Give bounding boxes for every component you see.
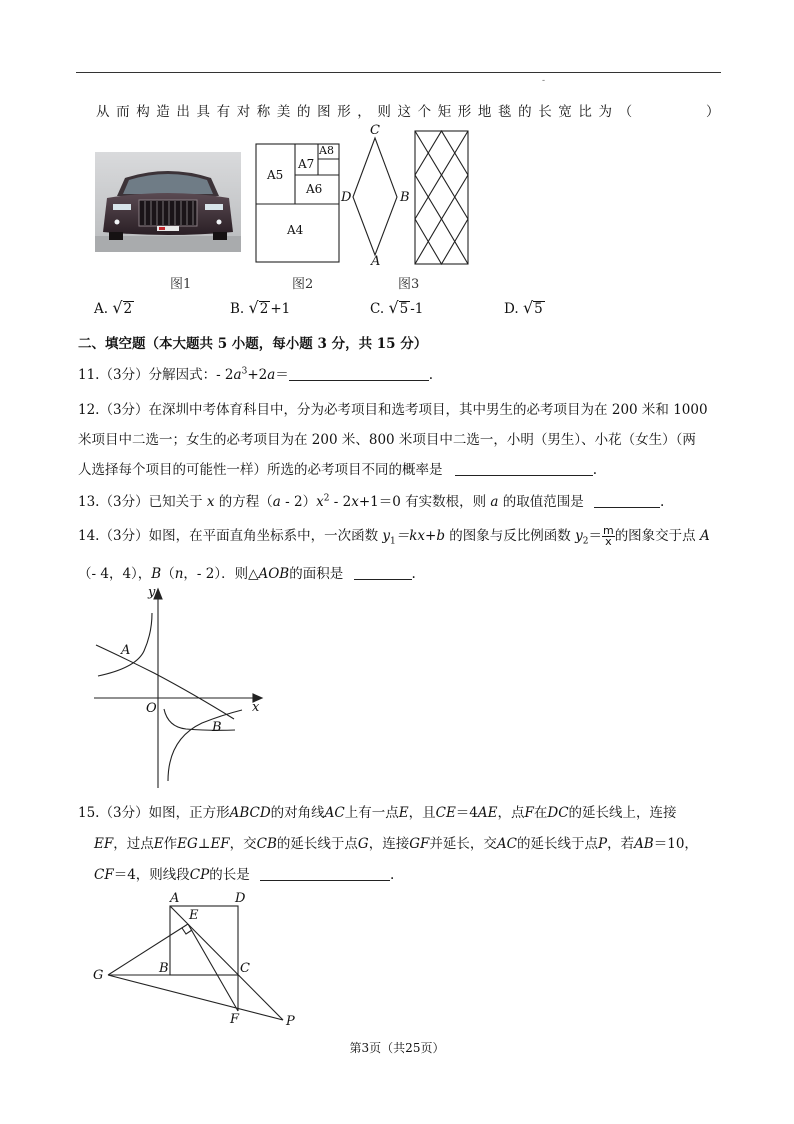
fig15-label-b: B <box>159 961 169 976</box>
figure-3-caption: 图3 <box>398 277 420 292</box>
fig3-label-c: C <box>370 123 380 138</box>
q15-answer-blank[interactable] <box>260 867 390 881</box>
figure-1-caption: 图1 <box>170 277 192 292</box>
fig15-label-p: P <box>286 1014 295 1029</box>
q10-close-paren: ） <box>706 104 720 120</box>
m-over-x-fraction: $\frac{m}{x}$ <box>602 524 614 548</box>
fig2-label-a5: A5 <box>267 168 284 182</box>
q14-answer-blank[interactable] <box>354 566 412 580</box>
figure-1-car-image <box>95 152 241 252</box>
graph-x-label: x <box>252 700 260 715</box>
fig2-label-a8: A8 <box>319 144 334 157</box>
graph-y-label: y <box>148 585 156 600</box>
question-12-line-3: 人选择每个项目的可能性一样）所选的必考项目不同的概率是 . <box>78 462 598 478</box>
header-rule <box>76 72 721 73</box>
fig15-label-c: C <box>240 961 250 976</box>
fig15-label-a: A <box>170 891 180 906</box>
fig2-label-a7: A7 <box>298 157 315 171</box>
graph-origin-label: O <box>146 701 157 716</box>
question-14-line-2: （- 4，4），B（n，- 2）．则△AOB的面积是 . <box>78 566 416 582</box>
figure-2-caption: 图2 <box>292 277 314 292</box>
q10-tail-line <box>96 100 639 120</box>
figure-2-rectangles <box>255 143 340 263</box>
option-d: D. √5 <box>504 298 543 317</box>
option-a: A. √2 <box>94 298 133 317</box>
fig3-label-b: B <box>400 190 410 205</box>
fig15-label-g: G <box>93 968 104 983</box>
option-b: B. √2 +1 <box>230 298 291 317</box>
section-2-heading: 二、填空题（本大题共 5 小题，每小题 3 分，共 15 分） <box>78 336 428 352</box>
figure-3-rhombus-pattern <box>340 125 480 270</box>
question-15-line-2: EF，过点E作EG⊥EF，交CB的延长线于点G，连接GF并延长，交AC的延长线于点P，若AB＝10， <box>94 836 698 852</box>
fig2-label-a6: A6 <box>306 182 323 196</box>
q15-square-figure <box>90 890 310 1030</box>
question-15-line-1: 15.（3分）如图，正方形ABCD的对角线AC上有一点E，且CE＝4AE，点F在DC的延长线上，连接 <box>78 805 677 821</box>
fig15-label-e: E <box>189 908 199 923</box>
question-12-line-1: 12.（3分）在深圳中考体育科目中，分为必考项目和选考项目，其中男生的必考项目为在 200 米和 1000 <box>78 402 708 418</box>
graph-point-a-label: A <box>121 643 131 658</box>
q10-tail-text: 从而构造出具有对称美的图形，则这个矩形地毯的长宽比为（ <box>96 104 639 120</box>
q12-answer-blank[interactable] <box>455 462 593 476</box>
question-14-line-1: 14.（3分）如图，在平面直角坐标系中，一次函数 $y_1=kx+b$ 的图象与反比例函数 $y_2=$ $\frac{m}{x}$ 的图象交于点 A <box>78 524 710 548</box>
fig3-label-d: D <box>341 190 352 205</box>
fig3-label-a: A <box>371 254 381 269</box>
option-c: C. √5 -1 <box>370 298 424 317</box>
fig15-label-f: F <box>230 1012 240 1027</box>
q14-coordinate-graph <box>92 583 267 793</box>
q11-answer-blank[interactable] <box>289 367 429 381</box>
question-12-line-2: 米项目中二选一；女生的必考项目为在 200 米、800 米项目中二选一，小明（男生）、小花（女生）（两 <box>78 432 696 448</box>
graph-point-b-label: B <box>212 720 222 735</box>
question-11: 11.（3分）分解因式：- $2a^3+2a=$ . <box>78 366 434 383</box>
fig15-label-d: D <box>235 891 246 906</box>
q13-answer-blank[interactable] <box>594 494 660 508</box>
page-footer: 第3页（共25页） <box>349 1041 445 1055</box>
question-15-line-3: CF＝4，则线段CP的长是 . <box>94 867 395 883</box>
question-13: 13.（3分）已知关于 x 的方程$(a - 2)x^2 - 2x+1=0$ 有实数根，则 a 的取值范围是 . <box>78 493 665 510</box>
header-dot: - <box>542 76 546 86</box>
fig2-label-a4: A4 <box>287 223 304 237</box>
